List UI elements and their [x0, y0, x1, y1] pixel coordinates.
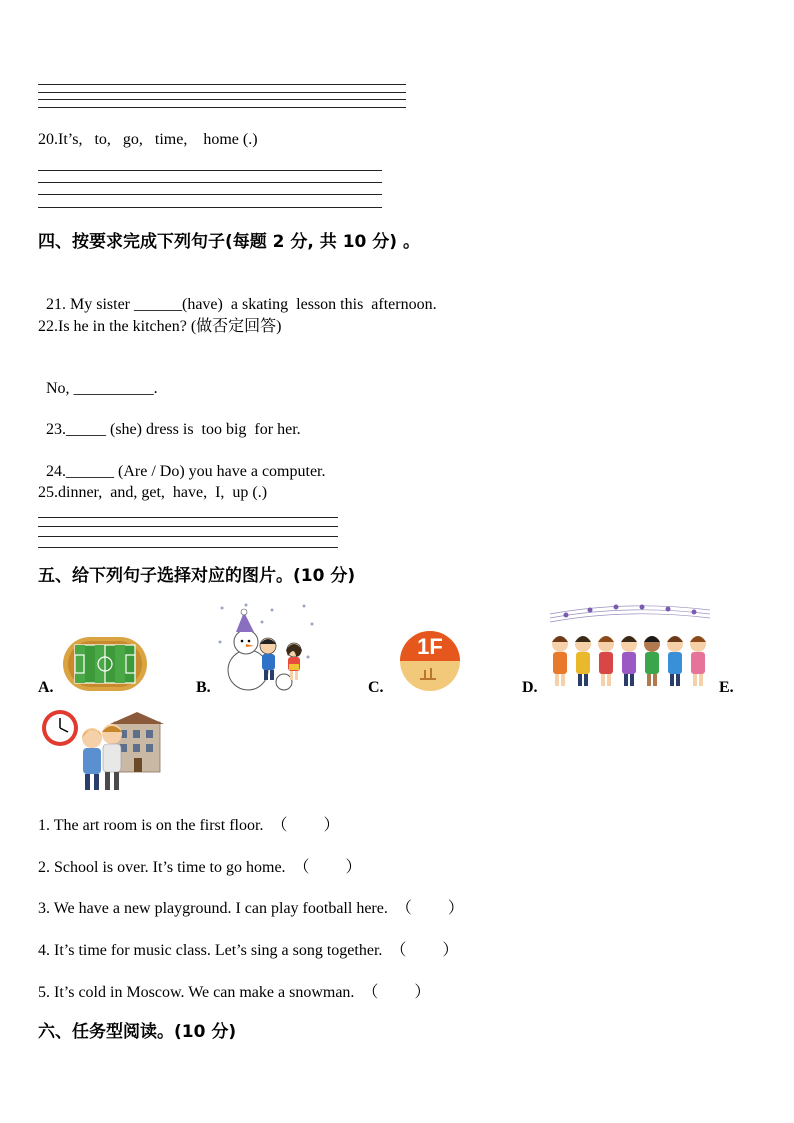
q22-blank[interactable]: __________: [73, 380, 154, 397]
question-22-answer: [38, 359, 158, 399]
q24-blank[interactable]: ______: [66, 463, 114, 480]
q24-suffix: (Are / Do) you have a computer.: [114, 463, 326, 480]
answer-line[interactable]: [38, 536, 338, 537]
sentence-2: 2. School is over. It’s time to go home. （ ）: [38, 859, 362, 876]
question-25: 25.dinner, and, get, have, I, up (.): [38, 484, 268, 501]
answer-line[interactable]: [38, 107, 406, 108]
answer-line[interactable]: [38, 170, 382, 171]
question-24: [38, 442, 325, 482]
section-6-heading: 六、任务型阅读。(10 分): [38, 1022, 237, 1042]
singing-children-icon: [546, 600, 714, 692]
question-21: [38, 275, 437, 315]
q24-prefix: 24.: [46, 463, 66, 480]
option-a-label: A.: [38, 679, 54, 696]
first-floor-icon: [394, 630, 466, 692]
section-5-heading: 五、给下列句子选择对应的图片。(10 分): [38, 566, 356, 586]
football-field-icon: [62, 636, 148, 692]
snowman-icon: [216, 602, 316, 692]
answer-line[interactable]: [38, 526, 338, 527]
question-20: 20.It’s, to, go, time, home (.): [38, 131, 258, 148]
section-4-heading: 四、按要求完成下列句子(每题 2 分, 共 10 分) 。: [38, 232, 420, 252]
answer-line[interactable]: [38, 547, 338, 548]
q22-suffix: .: [153, 380, 158, 397]
sentence-1: 1. The art room is on the first floor. （ ）: [38, 817, 340, 834]
option-d-label: D.: [522, 679, 538, 696]
question-22: 22.Is he in the kitchen? (做否定回答): [38, 318, 282, 335]
answer-line[interactable]: [38, 84, 406, 85]
option-e-label: E.: [719, 679, 734, 696]
answer-line[interactable]: [38, 182, 382, 183]
q23-prefix: 23.: [46, 421, 66, 438]
option-b-label: B.: [196, 679, 211, 696]
q23-blank[interactable]: _____: [66, 421, 106, 438]
q22-prefix: No,: [46, 380, 74, 397]
q21-blank[interactable]: ______: [134, 296, 182, 313]
answer-line[interactable]: [38, 517, 338, 518]
question-23: [38, 400, 301, 440]
q23-suffix: (she) dress is too big for her.: [106, 421, 301, 438]
q21-suffix: (have) a skating lesson this afternoon.: [182, 296, 437, 313]
answer-line[interactable]: [38, 194, 382, 195]
sentence-3: 3. We have a new playground. I can play football here. （ ）: [38, 900, 464, 917]
option-c-label: C.: [368, 679, 384, 696]
first-floor-sign-text: 1F: [417, 634, 443, 659]
sentence-5: 5. It’s cold in Moscow. We can make a snowman. （ ）: [38, 984, 431, 1001]
going-home-icon: [40, 708, 164, 796]
answer-line[interactable]: [38, 99, 406, 100]
q21-prefix: 21. My sister: [46, 296, 134, 313]
sentence-4: 4. It’s time for music class. Let’s sing a song together. （ ）: [38, 942, 459, 959]
answer-line[interactable]: [38, 92, 406, 93]
answer-line[interactable]: [38, 207, 382, 208]
